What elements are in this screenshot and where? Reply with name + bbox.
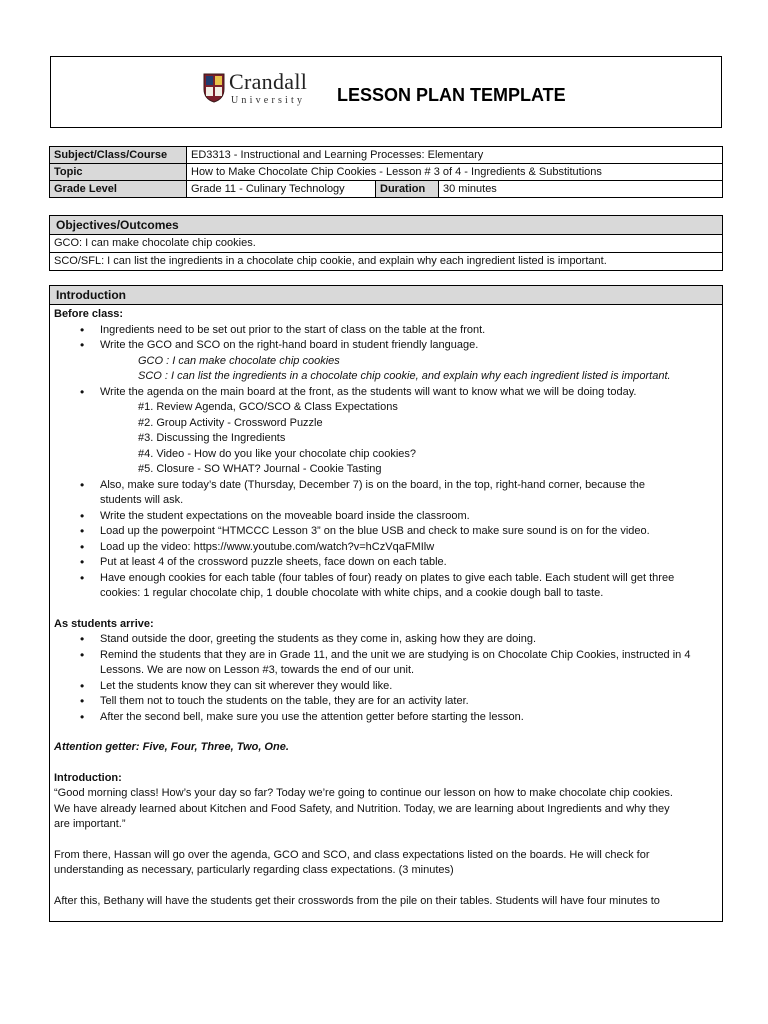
arrive-list-2 xyxy=(54,679,718,726)
topic-row xyxy=(50,164,723,181)
sco-sub: SCO : I can list the ingredients in a chocolate chip cookie, and explain why each ingredient listed is important. xyxy=(138,370,671,382)
spacer xyxy=(54,833,718,848)
list-item: • Tell them not to touch the students on the table, they are for an activity later. xyxy=(54,694,718,710)
logo-name: Crandall xyxy=(229,69,308,94)
list-item: • Load up the powerpoint “HTMCCC Lesson 3” on the blue USB and check to make sure sound is on for the video. xyxy=(54,524,718,540)
agenda-item: #2. Group Activity - Crossword Puzzle xyxy=(138,416,323,429)
introduction-box xyxy=(49,285,723,922)
duration-label: Duration xyxy=(376,181,439,198)
crandall-logo xyxy=(203,71,323,111)
list-item-continued: cookies: 1 regular chocolate chip, 1 double chocolate with white chips, and a cookie dough ball to taste. xyxy=(100,587,604,599)
subject-row xyxy=(50,147,723,164)
bethany-line: After this, Bethany will have the students get their crosswords from the pile on their tables. Students will have four minutes to xyxy=(54,894,660,907)
list-item-continued: Lessons. We are now on Lesson #3, towards the end of our unit. xyxy=(100,664,415,676)
objectives-heading: Objectives/Outcomes xyxy=(50,216,722,235)
introduction-heading: Introduction xyxy=(50,286,722,305)
intro-line: “Good morning class! How’s your day so far? Today we’re going to continue our lesson on how to make chocolate chip cookies. xyxy=(54,787,673,799)
spacer xyxy=(54,725,718,740)
list-item: • After the second bell, make sure you use the attention getter before starting the lesson. xyxy=(54,710,718,726)
agenda-item: #1. Review Agenda, GCO/SCO & Class Expectations xyxy=(138,401,398,413)
topic-label: Topic xyxy=(50,164,187,181)
hassan-line: From there, Hassan will go over the agenda, GCO and SCO, and class expectations listed on the boards. He will check for xyxy=(54,848,650,861)
list-item: • Also, make sure today’s date (Thursday, December 7) is on the board, in the top, right-hand corner, because the xyxy=(54,478,718,494)
agenda-item: #5. Closure - SO WHAT? Journal - Cookie Tasting xyxy=(138,463,382,475)
list-item: • Let the students know they can sit wherever they would like. xyxy=(54,679,718,695)
sco-line: SCO/SFL: I can list the ingredients in a chocolate chip cookie, and explain why each ingredient listed is important. xyxy=(54,255,607,267)
list-item: • Stand outside the door, greeting the students as they come in, asking how they are doing. xyxy=(54,632,718,648)
list-item: • Write the GCO and SCO on the right-hand board in student friendly language. xyxy=(54,338,718,354)
gco-sub: GCO : I can make chocolate chip cookies xyxy=(138,354,340,367)
list-item-continued: students will ask. xyxy=(100,494,184,506)
duration-value: 30 minutes xyxy=(439,181,723,198)
hassan-line: understanding as necessary, particularly regarding class expectations. (3 minutes) xyxy=(54,864,454,876)
intro-label: Introduction: xyxy=(54,771,122,784)
spacer xyxy=(54,602,718,617)
grade-value: Grade 11 - Culinary Technology xyxy=(187,181,376,198)
introduction-body xyxy=(50,305,722,909)
grade-row xyxy=(50,181,723,198)
list-item: • Write the agenda on the main board at the front, as the students will want to know what we will be doing today. xyxy=(54,385,718,401)
logo-subtitle: University xyxy=(231,95,306,106)
spacer xyxy=(54,879,718,894)
prep-list xyxy=(54,478,718,494)
shield-icon xyxy=(203,73,225,103)
list-item: • Have enough cookies for each table (four tables of four) ready on plates to give each table. Each student will get three xyxy=(54,571,718,587)
list-item: • Ingredients need to be set out prior to the start of class on the table at the front. xyxy=(54,323,718,339)
subject-label: Subject/Class/Course xyxy=(50,147,187,164)
subject-value: ED3313 - Instructional and Learning Processes: Elementary xyxy=(187,147,723,164)
header-box xyxy=(50,56,722,128)
arrive-label: As students arrive: xyxy=(54,617,154,630)
intro-line: are important.” xyxy=(54,818,126,830)
grade-label: Grade Level xyxy=(50,181,187,198)
list-item: • Remind the students that they are in Grade 11, and the unit we are studying is on Chocolate Chip Cookies, instructed in 4 xyxy=(54,648,718,664)
objectives-box xyxy=(49,215,723,271)
agenda-item: #4. Video - How do you like your chocolate chip cookies? xyxy=(138,447,417,460)
list-item: • Write the student expectations on the moveable board inside the classroom. xyxy=(54,509,718,525)
before-class-list xyxy=(54,323,718,354)
spacer xyxy=(54,756,718,771)
list-item: • Load up the video: https://www.youtube.com/watch?v=hCzVqaFMIlw xyxy=(54,540,718,556)
arrive-list xyxy=(54,632,718,663)
list-item: • Put at least 4 of the crossword puzzle sheets, face down on each table. xyxy=(54,555,718,571)
before-class-label: Before class: xyxy=(54,308,124,320)
topic-value: How to Make Chocolate Chip Cookies - Lesson # 3 of 4 - Ingredients & Substitutions xyxy=(187,164,723,181)
lesson-info-table xyxy=(49,146,723,198)
attention-getter: Attention getter: Five, Four, Three, Two, One. xyxy=(54,741,289,753)
prep-list-2 xyxy=(54,509,718,587)
gco-line: GCO: I can make chocolate chip cookies. xyxy=(50,235,722,253)
agenda-item: #3. Discussing the Ingredients xyxy=(138,432,286,444)
intro-line: We have already learned about Kitchen and Food Safety, and Nutrition. Today, we are learning about Ingredients and why they xyxy=(54,802,670,815)
page-title: LESSON PLAN TEMPLATE xyxy=(337,85,566,105)
agenda-intro-list xyxy=(54,385,718,401)
